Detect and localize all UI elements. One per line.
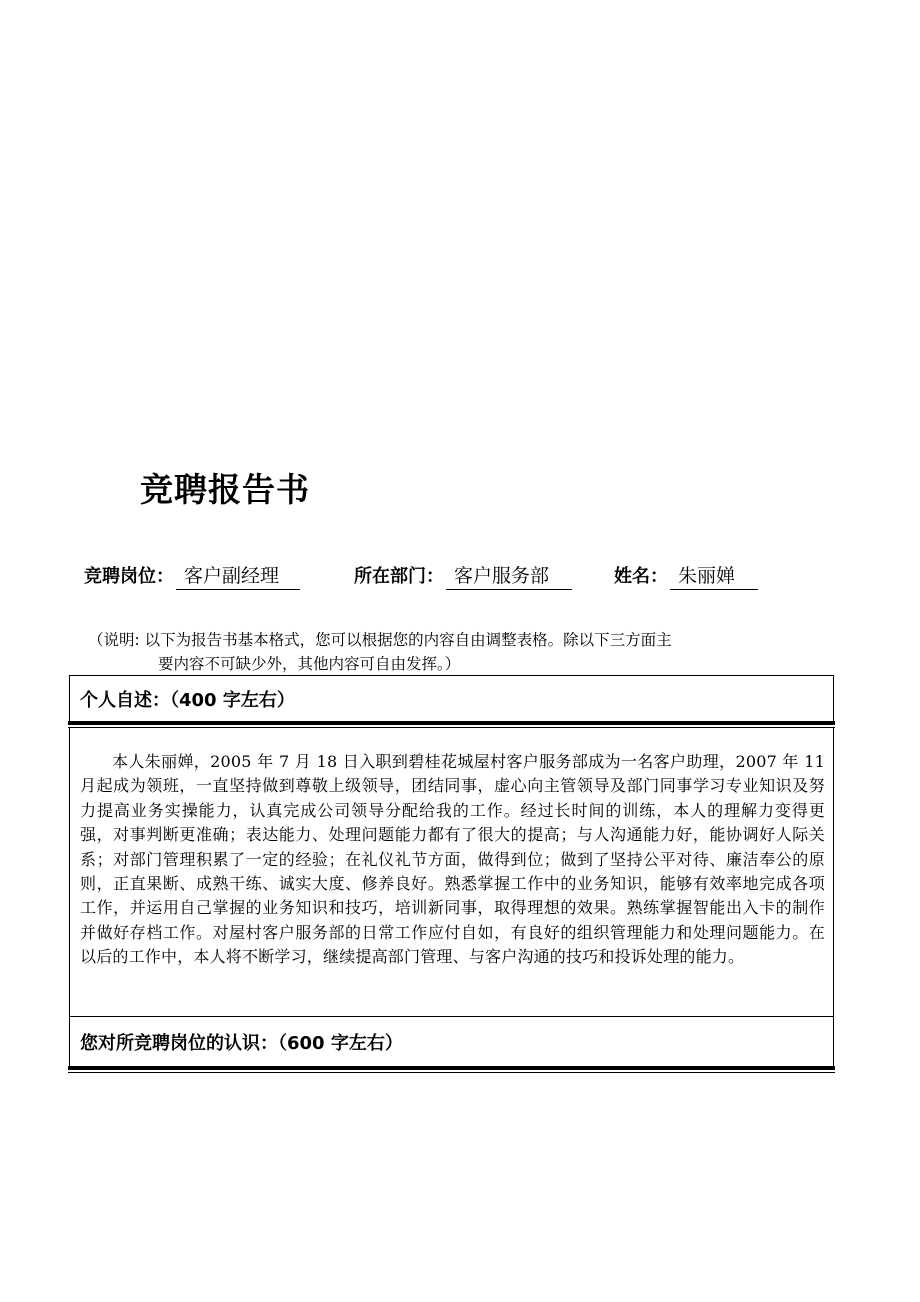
self-statement-text: 本人朱丽婵，2005 年 7 月 18 日入职到碧桂花城屋村客户服务部成为一名客户助理，2007 年 11 月起成为领班，一直坚持做到尊敬上级领导，团结同事，虚心向主管领导及部门同事学习专业知识及努力提高业务实操能力，认真完成公司领导分配给我的工作。经过长时间的训练，本人的理解力变得更强，对事判断更准确；表达能力、处理问题能力都有了很大的提高；与人沟通能力好，能协调好人际关系；对部门管理积累了一定的经验；在礼仪礼节方面，做得到位；做到了坚持公平对待、廉洁奉公的原则，正直果断、成熟干练、诚实大度、修养良好。熟悉掌握工作中的业务知识，能够有效率地完成各项工作，并运用自己掌握的业务知识和技巧，培训新同事，取得理想的效果。熟练掌握智能出入卡的制作并做好存档工作。对屋村客户服务部的日常工作应付自如，有良好的组织管理能力和处理问题能力。在以后的工作中，本人将不断学习，继续提高部门管理、与客户沟通的技巧和投诉处理的能力。 — [80, 752, 825, 967]
department-value: 客户服务部 — [446, 563, 572, 590]
field-name — [614, 563, 758, 590]
report-form-table — [69, 675, 834, 1073]
position-value: 客户副经理 — [176, 563, 300, 590]
name-value: 朱丽婵 — [670, 563, 758, 590]
self-statement-heading-text: 个人自述：（400 字左右） — [80, 689, 295, 711]
department-label: 所在部门： — [354, 566, 444, 587]
self-statement-heading — [69, 675, 834, 721]
instruction-note — [88, 628, 808, 676]
name-label: 姓名： — [614, 566, 668, 587]
field-position — [84, 563, 300, 590]
section-divider — [68, 721, 835, 728]
position-understanding-heading-text: 您对所竞聘岗位的认识：（600 字左右） — [80, 1032, 403, 1054]
section-divider — [68, 1066, 835, 1073]
applicant-info-row — [0, 563, 920, 595]
instruction-note-line2: 要内容不可缺少外，其他内容可自由发挥。） — [158, 655, 461, 673]
document-title: 竞聘报告书 — [140, 470, 310, 509]
field-department — [354, 563, 572, 590]
position-label: 竞聘岗位： — [84, 566, 174, 587]
position-understanding-heading — [69, 1016, 834, 1066]
self-statement-body — [69, 728, 834, 1016]
instruction-note-line1: （说明: 以下为报告书基本格式，您可以根据您的内容自由调整表格。除以下三方面主 — [88, 631, 672, 649]
